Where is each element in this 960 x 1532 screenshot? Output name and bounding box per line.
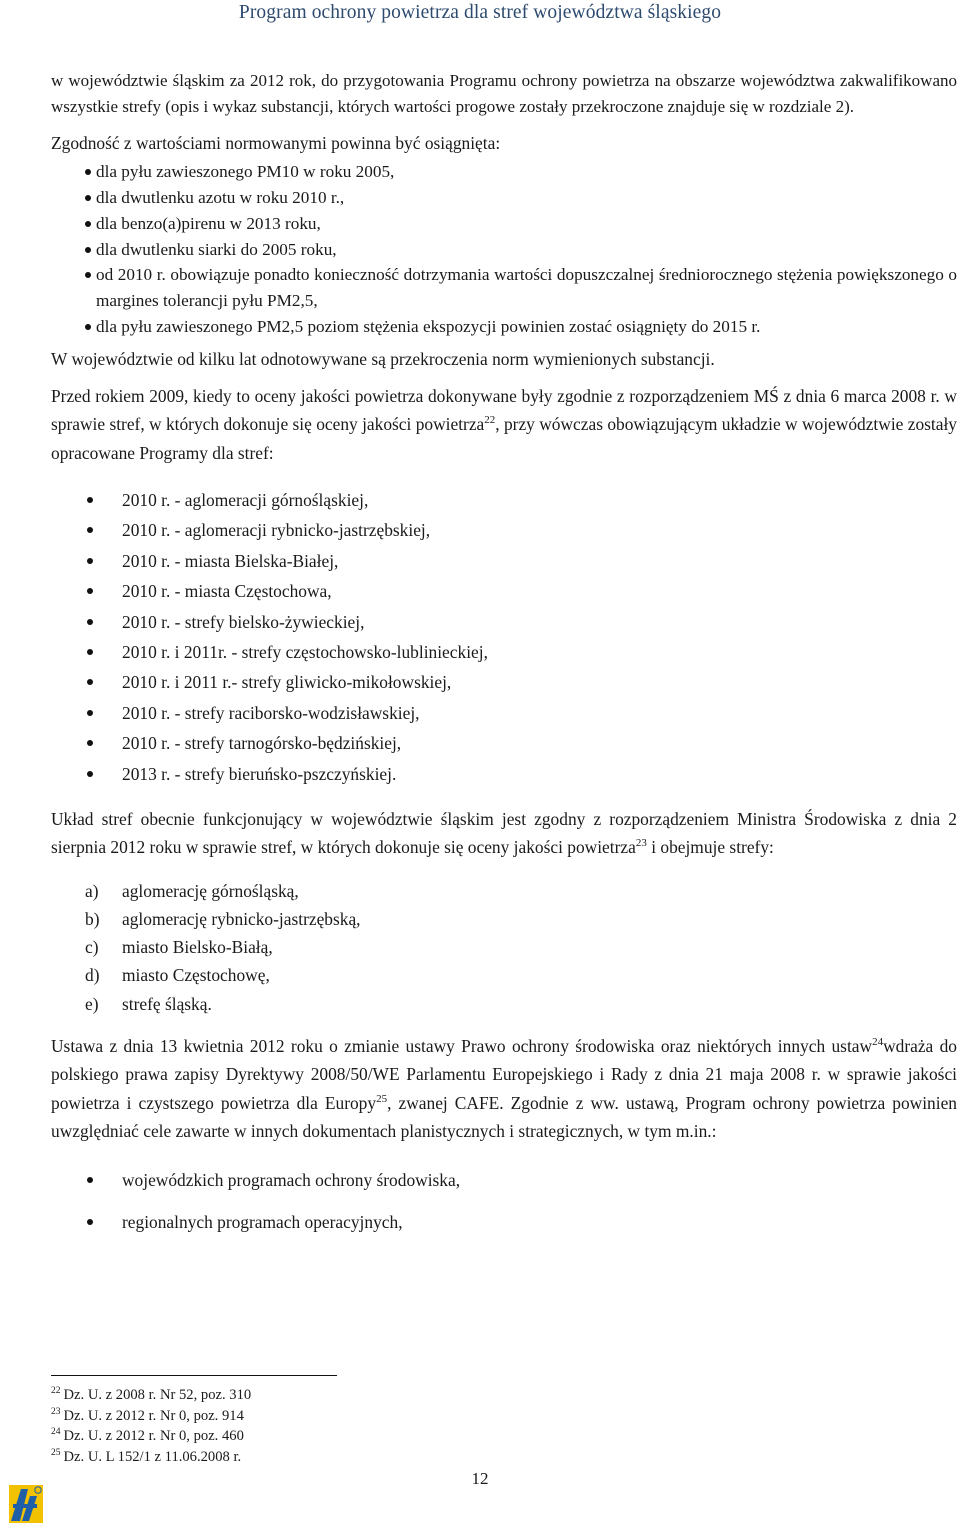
footnotes <box>51 1385 551 1467</box>
list-item: a) aglomerację górnośląską, <box>122 877 957 905</box>
intro-paragraph: w województwie śląskim za 2012 rok, do przygotowania Programu ochrony powietrza na obszarze województwa zakwalifikowano wszystkie strefy (opis i wykaz substancji, których wartości progowe zostały przekroczone znajduje się w rozdziale 2). <box>51 71 957 116</box>
compliance-list <box>51 159 957 339</box>
list-item: e) strefę śląską. <box>122 990 957 1018</box>
list-item: 2010 r. - strefy raciborsko-wodzisławskiej, <box>122 698 957 728</box>
bullet-icon <box>87 527 93 533</box>
list-item: 2013 r. - strefy bieruńsko-pszczyńskiej. <box>122 759 957 789</box>
bullet-icon <box>85 324 91 330</box>
bullet-icon <box>87 588 93 594</box>
bullet-icon <box>87 558 93 564</box>
footnote-ref: 25 <box>376 1092 388 1105</box>
bullet-icon <box>85 272 91 278</box>
footnote-ref: 24 <box>872 1036 884 1049</box>
exceedance-sentence: W województwie od kilku lat odnotowywane są przekroczenia norm wymienionych substancji. <box>51 349 715 370</box>
bullet-icon <box>87 740 93 746</box>
bullet-icon <box>87 619 93 625</box>
list-item: 2010 r. - aglomeracji rybnicko-jastrzębskiej, <box>122 515 957 545</box>
bullet-icon <box>87 1177 93 1183</box>
documents-list <box>51 1159 957 1243</box>
page-number: 12 <box>471 1469 489 1488</box>
list-marker: a) <box>85 880 99 901</box>
list-item: dla dwutlenku siarki do 2005 roku, <box>96 237 957 263</box>
list-item: dla dwutlenku azotu w roku 2010 r., <box>96 185 957 211</box>
list-item: 2010 r. - miasta Częstochowa, <box>122 576 957 606</box>
footnote: $^{24}$ Dz. U. z 2012 r. Nr 0, poz. 460 <box>51 1427 244 1445</box>
list-item: od 2010 r. obowiązuje ponadto konieczność dotrzymania wartości dopuszczalnej średniorocznego stężenia powiększonego o margines tolerancji pyłu PM2,5, <box>96 262 957 313</box>
footnote: $^{22}$ Dz. U. z 2008 r. Nr 52, poz. 310 <box>51 1386 252 1403</box>
list-item: c) miasto Bielsko-Białą, <box>122 933 957 961</box>
list-marker: c) <box>85 937 99 958</box>
list-item: 2010 r. i 2011r. - strefy częstochowsko-lublinieckiej, <box>122 637 957 667</box>
list-item: 2010 r. - aglomeracji górnośląskiej, <box>122 485 957 515</box>
list-item: 2010 r. - miasta Bielska-Białej, <box>122 546 957 576</box>
bullet-icon <box>87 497 93 503</box>
compliance-intro: Zgodność z wartościami normowanymi powinna być osiągnięta: <box>51 133 501 153</box>
footnote-separator <box>51 1375 337 1376</box>
footnote-ref: 23 <box>635 837 647 850</box>
document-body <box>51 68 957 1243</box>
bullet-icon <box>87 710 93 716</box>
list-marker: b) <box>85 909 100 930</box>
list-item: dla pyłu zawieszonego PM10 w roku 2005, <box>96 159 957 185</box>
list-marker: e) <box>85 993 99 1014</box>
zones-paragraph: Układ stref obecnie funkcjonujący w województwie śląskim jest zgodny z rozporządzeniem Ministra Środowiska z dnia 2 sierpnia 2012 roku w sprawie stref, w których dokonuje się oceny jakości powietrza$^{23}$ i obejmuje strefy: <box>51 809 957 858</box>
programs-list <box>51 485 957 789</box>
list-item: dla benzo(a)pirenu w 2013 roku, <box>96 211 957 237</box>
footnote: $^{25}$ Dz. U. L 152/1 z 11.06.2008 r. <box>51 1447 242 1465</box>
bullet-icon <box>87 771 93 777</box>
list-marker: d) <box>85 965 100 986</box>
bullet-icon <box>87 649 93 655</box>
list-item: d) miasto Częstochowę, <box>122 961 957 989</box>
list-item: wojewódzkich programach ochrony środowiska, <box>122 1159 957 1201</box>
bullet-icon <box>85 195 91 201</box>
act-paragraph: Ustawa z dnia 13 kwietnia 2012 roku o zmianie ustawy Prawo ochrony środowiska oraz niektórych innych ustaw$^{24}$wdraża do polskiego prawa zapisy Dyrektywy 2008/50/WE Parlamentu Europejskiego i Rady z dnia 21 maja 2008 r. w sprawie jakości powietrza i czystszego powietrza dla Europy$^{25}$, zwanej CAFE. Zgodnie z ww. ustawą, Program ochrony powietrza powinien uwzględniać cele zawarte w innych dokumentach planistycznych i strategicznych, w tym m.in.: <box>51 1035 957 1142</box>
list-item: 2010 r. - strefy bielsko-żywieckiej, <box>122 607 957 637</box>
footnote: $^{23}$ Dz. U. z 2012 r. Nr 0, poz. 914 <box>51 1406 244 1424</box>
list-item: dla pyłu zawieszonego PM2,5 poziom stężenia ekspozycji powinien zostać osiągnięty do 2015 r. <box>96 314 957 340</box>
footnote-ref: 22 <box>484 414 496 427</box>
bullet-icon <box>85 221 91 227</box>
bullet-icon <box>87 679 93 685</box>
bullet-icon <box>87 1219 93 1225</box>
before-2009-paragraph: Przed rokiem 2009, kiedy to oceny jakości powietrza dokonywane były zgodnie z rozporządzeniem MŚ z dnia 6 marca 2008 r. w sprawie stref, w których dokonuje się oceny jakości powietrza$^{22}$, przy wówczas obowiązującym układzie w województwie zostały opracowane Programy dla stref: <box>51 385 957 463</box>
regional-logo-icon <box>8 1484 44 1524</box>
bullet-icon <box>85 169 91 175</box>
list-item: b) aglomerację rybnicko-jastrzębską, <box>122 905 957 933</box>
list-item: 2010 r. - strefy tarnogórsko-będzińskiej, <box>122 728 957 758</box>
list-item: 2010 r. i 2011 r.- strefy gliwicko-mikołowskiej, <box>122 667 957 697</box>
zones-list <box>51 877 957 1018</box>
bullet-icon <box>85 247 91 253</box>
list-item: regionalnych programach operacyjnych, <box>122 1201 957 1243</box>
page-header-title: Program ochrony powietrza dla stref województwa śląskiego <box>238 2 722 23</box>
